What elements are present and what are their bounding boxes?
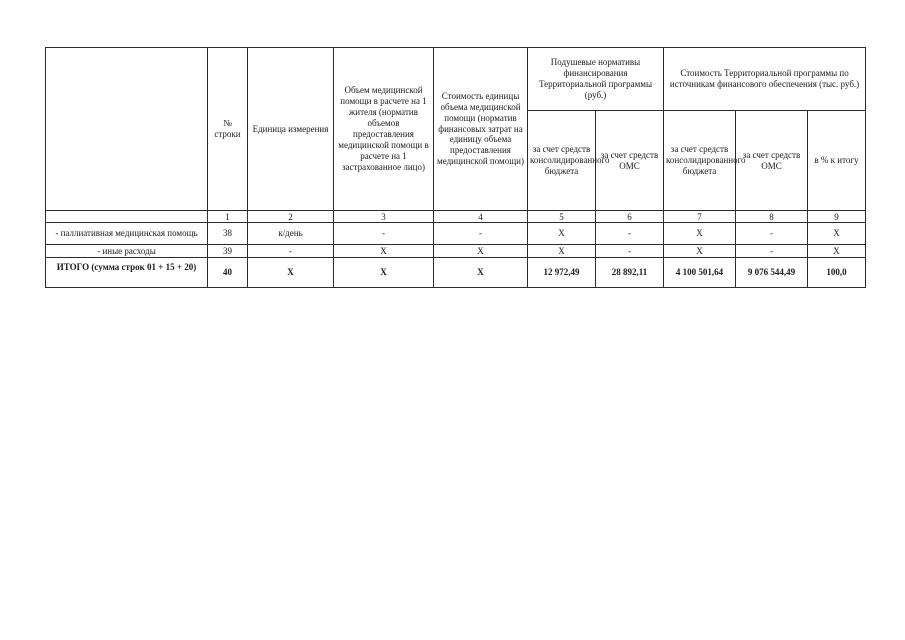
header-per-capita-oms: за счет средств ОМС [596,111,664,211]
total-percent: 100,0 [808,258,866,288]
header-label-cell [46,48,208,211]
column-number: 7 [664,211,736,223]
column-number: 9 [808,211,866,223]
row-unit-cost: X [434,245,528,258]
total-label: ИТОГО (сумма строк 01 + 15 + 20) [46,258,208,288]
header-row-number: № строки [208,48,248,211]
table-row [46,223,866,245]
row-number: 38 [208,223,248,245]
total-row-number: 40 [208,258,248,288]
row-per-capita-oms: - [596,245,664,258]
header-per-capita-group: Подушевые нормативы финансирования Территориальной программы (руб.) [528,48,664,111]
row-unit: - [248,245,334,258]
row-label: - иные расходы [46,245,208,258]
total-cost-budget: 4 100 501,64 [664,258,736,288]
header-unit-cost: Стоимость единицы объема медицинской помощи (норматив финансовых затрат на единицу объема предоставления медицинской помощи) [434,48,528,211]
column-number: 5 [528,211,596,223]
header-volume: Объем медицинской помощи в расчете на 1 жителя (норматив объемов предоставления медицинской помощи в расчете на 1 застрахованное лицо) [334,48,434,211]
column-number: 1 [208,211,248,223]
row-cost-oms: - [736,223,808,245]
column-number: 8 [736,211,808,223]
total-per-capita-oms: 28 892,11 [596,258,664,288]
column-number: 3 [334,211,434,223]
financing-table [45,47,866,288]
row-percent: X [808,245,866,258]
total-per-capita-budget: 12 972,49 [528,258,596,288]
row-volume: X [334,245,434,258]
header-unit: Единица измерения [248,48,334,211]
row-percent: X [808,223,866,245]
header-cost-oms: за счет средств ОМС [736,111,808,211]
total-cost-oms: 9 076 544,49 [736,258,808,288]
row-unit: к/день [248,223,334,245]
row-cost-budget: X [664,223,736,245]
header-program-cost-group: Стоимость Территориальной программы по источникам финансового обеспечения (тыс. руб.) [664,48,866,111]
table-row [46,245,866,258]
header-cost-percent: в % к итогу [808,111,866,211]
total-row [46,258,866,288]
total-volume: X [334,258,434,288]
total-unit-cost: X [434,258,528,288]
header-per-capita-budget: за счет средств консолидированного бюджета [528,111,596,211]
column-number: 6 [596,211,664,223]
row-cost-budget: X [664,245,736,258]
column-number: 4 [434,211,528,223]
row-number: 39 [208,245,248,258]
row-unit-cost: - [434,223,528,245]
header-cost-budget: за счет средств консолидированного бюджета [664,111,736,211]
row-per-capita-budget: X [528,245,596,258]
row-per-capita-oms: - [596,223,664,245]
total-unit: X [248,258,334,288]
row-volume: - [334,223,434,245]
row-cost-oms: - [736,245,808,258]
row-label: - паллиативная медицинская помощь [46,223,208,245]
row-per-capita-budget: X [528,223,596,245]
column-number-blank [46,211,208,223]
column-numbers-row [46,211,866,223]
column-number: 2 [248,211,334,223]
header-row-top [46,48,866,111]
